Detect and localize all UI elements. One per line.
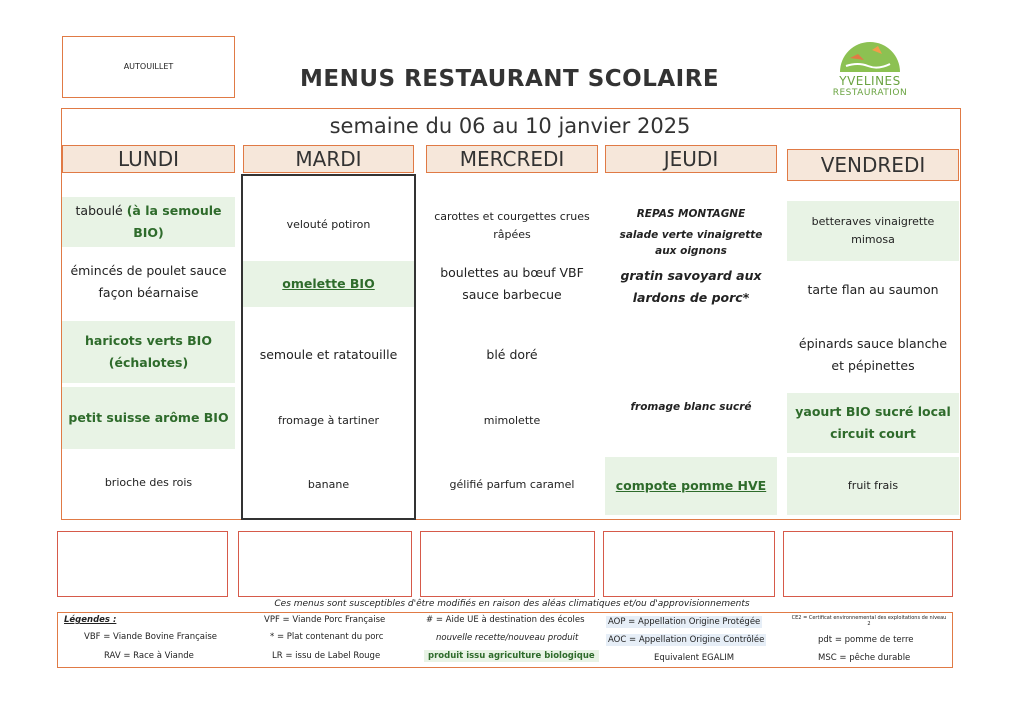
menu-item: fromage blanc sucré xyxy=(630,401,752,413)
menu-item: boulettes au bœuf VBF sauce barbecue xyxy=(440,265,584,302)
menu-item: mimolette xyxy=(483,414,541,427)
day-header-jeudi: JEUDI xyxy=(605,145,777,173)
menu-item: gratin savoyard aux lardons de porc* xyxy=(620,268,762,305)
menu-item: tarte flan au saumon xyxy=(807,282,939,297)
empty-cell xyxy=(238,531,412,597)
menu-item: banane xyxy=(307,478,350,491)
legend-item: RAV = Race à Viande xyxy=(104,651,194,661)
logo-name: YVELINES xyxy=(839,74,901,88)
week-label: semaine du 06 au 10 janvier 2025 xyxy=(329,114,691,138)
menu-item: salade verte vinaigrette aux oignons xyxy=(619,229,763,257)
menu-item: semoule et ratatouille xyxy=(259,347,398,362)
menu-item: betteraves vinaigrette mimosa xyxy=(787,201,959,261)
menu-item: blé doré xyxy=(486,347,538,362)
day-column-jeudi xyxy=(605,145,777,518)
menu-item: gélifié parfum caramel xyxy=(449,478,575,491)
empty-cell xyxy=(783,531,953,597)
menu-item: haricots verts BIO (échalotes) xyxy=(62,321,235,383)
legend-title: Légendes : xyxy=(64,615,117,625)
day-header-vendredi: VENDREDI xyxy=(787,149,959,181)
logo xyxy=(828,36,912,102)
day-column-mercredi xyxy=(426,145,598,518)
menu-item: carottes et courgettes crues râpées xyxy=(434,210,590,241)
day-header-mardi: MARDI xyxy=(243,145,414,173)
notice-text: Ces menus sont susceptibles d'être modifiés en raison des aléas climatiques et/ou d'approvisionnements xyxy=(274,599,750,609)
school-name: AUTOUILLET xyxy=(123,62,174,71)
menu-item: velouté potiron xyxy=(286,218,371,231)
menu-item: fruit frais xyxy=(787,457,959,515)
menu-item: émincés de poulet sauce façon béarnaise xyxy=(70,263,227,300)
legend-item: VBF = Viande Bovine Française xyxy=(84,632,217,642)
legend-item: * = Plat contenant du porc xyxy=(270,632,384,642)
day-column-vendredi xyxy=(787,145,959,518)
legend-item: LR = issu de Label Rouge xyxy=(272,651,381,661)
legend-item: AOC = Appellation Origine Contrôlée xyxy=(608,635,765,645)
menu-item: REPAS MONTAGNE xyxy=(636,208,746,220)
menu-item: taboulé (à la semoule BIO) xyxy=(62,197,235,247)
day-header-lundi: LUNDI xyxy=(62,145,235,173)
menu-item: omelette BIO xyxy=(243,261,414,307)
legend-item: CE2 = Certificat environnemental des exploitations de niveau 2 xyxy=(791,615,947,627)
day-column-lundi xyxy=(62,145,235,518)
legend-item: produit issu agriculture biologique xyxy=(424,650,599,662)
menu-item: petit suisse arôme BIO xyxy=(62,387,235,449)
legend-item: Equivalent EGALIM xyxy=(654,653,735,663)
menu-item: compote pomme HVE xyxy=(605,457,777,515)
menu-item: yaourt BIO sucré local circuit court xyxy=(787,393,959,453)
menu-item: brioche des rois xyxy=(104,476,193,489)
legend-item: VPF = Viande Porc Française xyxy=(264,615,386,625)
legend xyxy=(57,612,953,668)
legend-item: AOP = Appellation Origine Protégée xyxy=(608,617,761,627)
empty-cell xyxy=(420,531,595,597)
school-box xyxy=(62,36,235,98)
menu-item: épinards sauce blanche et pépinettes xyxy=(798,336,948,373)
day-column-mardi xyxy=(243,145,414,518)
day-header-mercredi: MERCREDI xyxy=(426,145,598,173)
logo-subtitle: RESTAURATION xyxy=(832,88,908,98)
page-title: MENUS RESTAURANT SCOLAIRE xyxy=(300,66,720,92)
empty-cell xyxy=(603,531,775,597)
menu-item: fromage à tartiner xyxy=(277,414,380,427)
legend-item: MSC = pêche durable xyxy=(818,653,911,663)
empty-cell xyxy=(57,531,228,597)
legend-item: nouvelle recette/nouveau produit xyxy=(436,633,579,643)
logo-sun-icon xyxy=(828,36,912,76)
legend-item: pdt = pomme de terre xyxy=(818,635,914,645)
legend-item: # = Aide UE à destination des écoles xyxy=(426,615,585,625)
